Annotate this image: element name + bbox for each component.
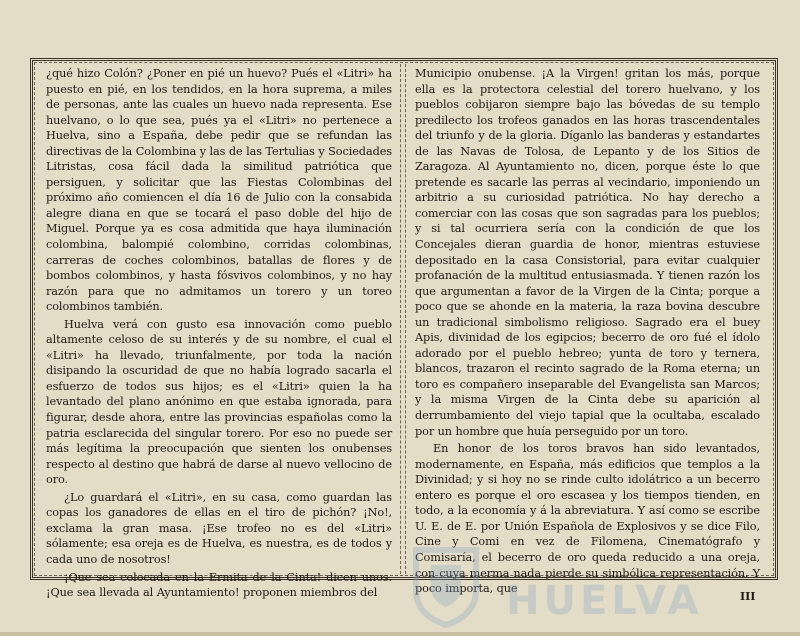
- right-column: [415, 66, 760, 597]
- library-watermark: [396, 540, 716, 632]
- left-paragraph-1: ¿qué hizo Colón? ¿Poner en pié un huevo? Pués el «Litri» ha puesto en pié, en los tendidos, en la hora suprema, a miles de personas, ante las cuales un huevo nada representa. Ese huelvano, o lo que sea, pués ya el «Litri» no pertenece a Huelva, sino a España, debe pedir que se refundan las directivas de la Colombina y las de las Tertulias y Sociedades Litristas, cosa fácil dada la similitud patriótica que persiguen, y solicitar que las Fiestas Colombinas del próximo año comiencen el día 16 de Julio con la consabida alegre diana en que se tocará el paso doble del hijo de Miguel. Porque ya es cosa admitida que haya iluminación colombina, balompié colombino, corridas colombinas, carreras de coches colombinos, batallas de flores y de bombos colombinos, y hasta fósvivos colombinos, y no hay razón para que no admitamos un torero y un toreo colombinos también.: [46, 67, 392, 314]
- left-paragraph-3: ¿Lo guardará el «Litri», en su casa, como guardan las copas los ganadores de ellas en el tiro de pichón? ¡No!, exclama la gran masa. ¡Ese trofeo no es del «Litri» sólamente; esa oreja es de Huelva, es nuestra, es de todos y cada uno de nosotros!: [46, 490, 392, 566]
- left-paragraph-2: Huelva verá con gusto esa innovación como pueblo altamente celoso de su interés y de su nombre, el cual el «Litri» ha llevado, triunfalmente, por toda la nación disipando la oscuridad de que no había logrado sacarla el esfuerzo de todos sus hijos; es el «Litri» quien la ha levantado del plano anónimo en que estaba ignorada, para figurar, desde ahora, entre las provincias españolas como la patria esclarecida del singular torero. Por eso no puede ser más legítima la preocupación que sienten los onubenses respecto al destino que habrá de darse al nuevo vellocino de oro.: [46, 317, 392, 487]
- page-number: III: [740, 590, 756, 603]
- left-paragraph-4: ¡Que sea colocada en la Ermita de la Cinta! dicen unos. ¡Que sea llevada al Ayuntamiento! proponen miembros del: [46, 570, 392, 600]
- column-divider: [400, 64, 406, 574]
- right-paragraph-1: Municipio onubense. ¡A la Virgen! gritan los más, porque ella es la protectora celestial del torero huelvano, y los pueblos cobijaron siempre bajo las bóvedas de su templo predilecto los trofeos ganados en las horas trascendentales del triunfo y de la gloria. Díganlo las banderas y estandartes de las Navas de Tolosa, de Lepanto y de los Sitios de Zaragoza. Al Ayuntamiento no, dicen, porque éste lo que pretende es sacarle las perras al vecindario, imponiendo un arbitrio a su curiosidad patriótica. No hay derecho a comerciar con las cosas que son sagradas para los pueblos; y si tal ocurriera sería con la condición de que los Concejales dieran guardia de honor, mientras estuviese depositado en la casa Consistorial, para evitar cualquier profanación de la multitud entusiasmada. Y tienen razón los que argumentan a favor de la Virgen de la Cinta; porque a poco que se ahonde en la materia, la raza bovina descubre un tradicional simbolismo religioso. Sagrado era el buey Apis, divinidad de los egipcios; becerro de oro fué el ídolo adorado por el pueblo hebreo; yunta de toro y ternera, blancos, trazaron el recinto sagrado de la Roma eterna; un toro es compañero inseparable del Evangelista san Marcos; y la misma Virgen de la Cinta debe su aparición al derrumbamiento del viejo tapial que la ocultaba, escalado por un hombre que huía perseguido por un toro.: [415, 67, 760, 438]
- watermark-text: HUELVA: [506, 578, 703, 624]
- left-column: [46, 66, 392, 601]
- right-paragraph-2: En honor de los toros bravos han sido levantados, modernamente, en España, más edificios que templos a la Divinidad; y si hoy no se rinde culto idolátrico a un becerro entero es porque el oro escasea y los tiempos tienden, en todo, a la economía y á la abreviatura. Y así como se escribe U. E. de E. por Unión Española de Explosivos y se dice Filo, Cine y Comi en vez de Filomena, Cinematógrafo y Comisaría, el becerro de oro queda reducido a una oreja, con cuya merma nada pierde su simbólica representación. Y poco importa, que: [415, 442, 760, 596]
